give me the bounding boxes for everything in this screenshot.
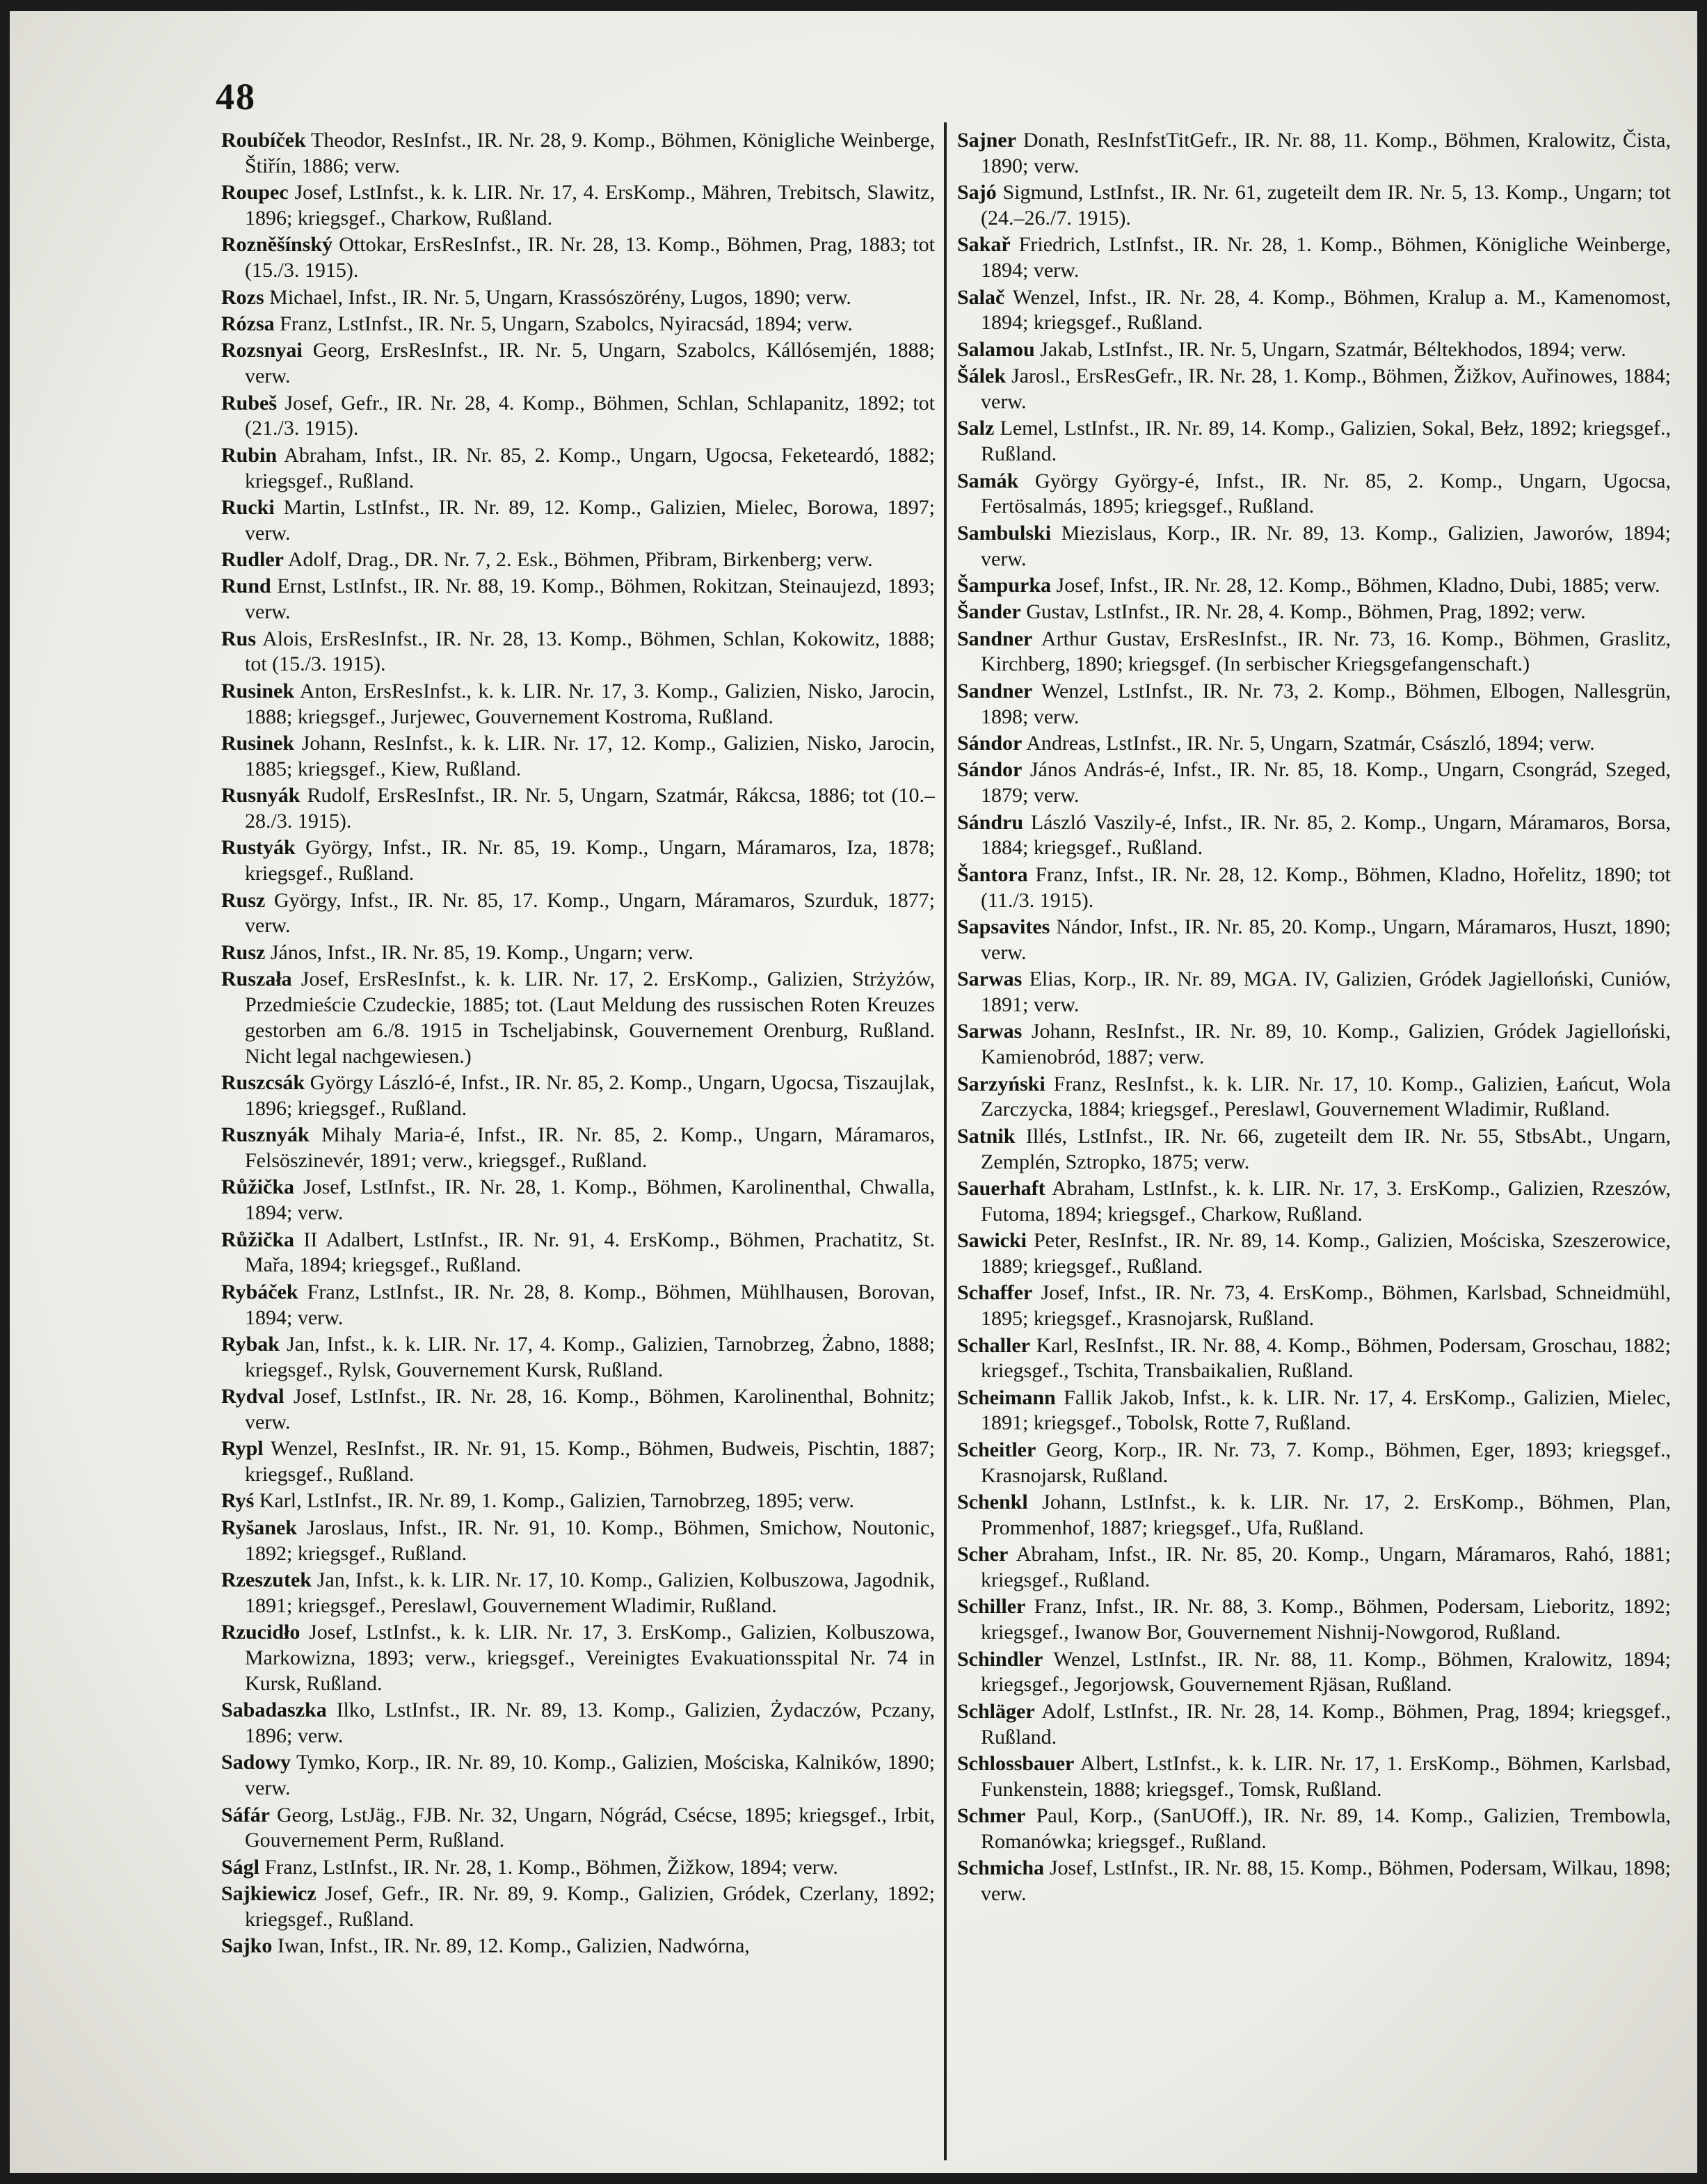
entry-details: Franz, LstInfst., IR. Nr. 28, 8. Komp., Böhmen, Mühlhausen, Borovan, 1894; verw. [245,1280,935,1329]
entry-surname: Schmicha [957,1856,1045,1880]
entry-surname: Scheimann [957,1386,1056,1409]
entry-details: Josef, LstInfst., IR. Nr. 28, 1. Komp., Böhmen, Karolinenthal, Chwalla, 1894; verw. [245,1175,935,1225]
entry-details: Abraham, Infst., IR. Nr. 85, 2. Komp., Ungarn, Ugocsa, Feketeardó, 1882; kriegsgef., Rußland. [245,443,935,492]
casualty-entry [221,679,935,730]
entry-surname: Sándru [957,810,1024,834]
casualty-entry [221,1698,935,1749]
casualty-entry [221,1881,935,1933]
casualty-entry [221,1332,935,1383]
entry-details: Josef, LstInfst., k. k. LIR. Nr. 17, 4. ErsKomp., Mähren, Trebitsch, Slawitz, 1896; kriegsgef., Charkow, Rußland. [245,181,935,230]
casualty-entry [957,1228,1671,1280]
entry-details: Fallik Jakob, Infst., k. k. LIR. Nr. 17, 4. ErsKomp., Galizien, Mielec, 1891; kriegsgef., Tobolsk, Rotte 7, Rußland. [981,1386,1671,1435]
entry-details: Theodor, ResInfst., IR. Nr. 28, 9. Komp., Böhmen, Königliche Weinberge, Štiřín, 1886; verw. [245,129,935,177]
casualty-entry [221,443,935,495]
entry-details: Ernst, LstInfst., IR. Nr. 88, 19. Komp., Böhmen, Rokitzan, Steinaujezd, 1893; verw. [245,575,935,624]
entry-details: György László-é, Infst., IR. Nr. 85, 2. Komp., Ungarn, Ugocsa, Tiszaujlak, 1896; kriegsgef., Rußland. [245,1070,935,1120]
entry-surname: Sándor [957,758,1023,782]
casualty-entry [957,337,1671,363]
casualty-entry [221,1803,935,1854]
casualty-entry [221,1070,935,1122]
entry-details: Arthur Gustav, ErsResInfst., IR. Nr. 73, 16. Komp., Böhmen, Graslitz, Kirchberg, 1890; kriegsgef. (In serbischer Kriegsgefangenschaft.) [981,627,1671,676]
entry-details: Michael, Infst., IR. Nr. 5, Ungarn, Krassószörény, Lugos, 1890; verw. [264,285,851,309]
entry-details: Gustav, LstInfst., IR. Nr. 28, 4. Komp., Böhmen, Prag, 1892; verw. [1020,600,1586,624]
entry-details: Iwan, Infst., IR. Nr. 89, 12. Komp., Galizien, Nadwórna, [272,1934,750,1958]
entry-surname: Rozněšínský [221,233,333,257]
casualty-entry [221,888,935,940]
entry-surname: Schmer [957,1804,1026,1828]
entry-surname: Rubin [221,443,278,467]
entry-details: Sigmund, LstInfst., IR. Nr. 61, zugeteilt dem IR. Nr. 5, 13. Komp., Ungarn; tot (24.–26./7. 1915). [981,181,1671,230]
entry-surname: Šálek [957,364,1007,388]
entry-details: László Vaszily-é, Infst., IR. Nr. 85, 2. Komp., Ungarn, Máramaros, Borsa, 1884; kriegsgef., Rußland. [981,810,1671,860]
casualty-entry [957,731,1671,757]
casualty-entry [957,1542,1671,1593]
entry-surname: Rustyák [221,836,296,860]
casualty-entry [221,312,935,337]
entry-details: Jarosl., ErsResGefr., IR. Nr. 28, 1. Komp., Böhmen, Žižkov, Auřinowes, 1884; verw. [981,364,1671,413]
casualty-entry [957,521,1671,572]
casualty-entry [221,1175,935,1226]
casualty-entry [957,1333,1671,1385]
entry-details: Karl, LstInfst., IR. Nr. 89, 1. Komp., Galizien, Tarnobrzeg, 1895; verw. [254,1489,855,1513]
entry-details: Abraham, LstInfst., k. k. LIR. Nr. 17, 3. ErsKomp., Galizien, Rzeszów, Futoma, 1894; kriegsgef., Charkow, Rußland. [981,1176,1671,1226]
entry-details: Abraham, Infst., IR. Nr. 85, 20. Komp., Ungarn, Máramaros, Rahó, 1881; kriegsgef., Rußland. [981,1543,1671,1592]
entry-surname: Schindler [957,1647,1043,1671]
casualty-entry [957,128,1671,179]
entry-surname: Schaller [957,1333,1030,1357]
entry-details: Anton, ErsResInfst., k. k. LIR. Nr. 17, 3. Komp., Galizien, Nisko, Jarocin, 1888; kriegsgef., Jurjewec, Gouvernement Kostroma, Rußland. [245,679,935,728]
entry-surname: Sajner [957,129,1016,152]
entry-surname: Roubíček [221,129,306,152]
entry-surname: Schaffer [957,1281,1033,1305]
entry-surname: Sajko [221,1934,273,1958]
entry-details: Jan, Infst., k. k. LIR. Nr. 17, 4. Komp., Galizien, Tarnobrzeg, Żabno, 1888; kriegsgef., Rylsk, Gouvernement Kursk, Rußland. [245,1332,935,1381]
entry-surname: Rund [221,575,271,598]
entry-surname: Satnik [957,1124,1016,1148]
entry-surname: Sandner [957,627,1033,650]
right-column [957,128,1671,2166]
entry-details: Rudolf, ErsResInfst., IR. Nr. 5, Ungarn, Szatmár, Rákcsa, 1886; tot (10.–28./3. 1915). [245,784,935,833]
entry-details: Josef, LstInfst., k. k. LIR. Nr. 17, 3. ErsKomp., Galizien, Kolbuszowa, Markowizna, 1893; verw., kriegsgef., Vereinigtes Evakuationsspital Nr. 74 in Kursk, Rußland. [245,1621,935,1695]
entry-surname: Sakař [957,233,1011,257]
entry-details: Martin, LstInfst., IR. Nr. 89, 12. Komp., Galizien, Mielec, Borowa, 1897; verw. [245,495,935,545]
entry-details: Jaroslaus, Infst., IR. Nr. 91, 10. Komp., Böhmen, Smichow, Noutonic, 1892; kriegsgef., Rußland. [245,1516,935,1565]
casualty-entry [221,1620,935,1696]
entry-surname: Rózsa [221,312,275,335]
casualty-entry [221,627,935,678]
entry-details: Adolf, Drag., DR. Nr. 7, 2. Esk., Böhmen, Přibram, Birkenberg; verw. [284,548,873,572]
entry-details: Johann, ResInfst., IR. Nr. 89, 10. Komp., Galizien, Gródek Jagielloński, Kamienobród, 1887; verw. [981,1020,1671,1069]
casualty-entry [221,1855,935,1881]
casualty-entry [221,731,935,782]
entry-details: Adolf, LstInfst., IR. Nr. 28, 14. Komp., Böhmen, Prag, 1894; kriegsgef., Rußland. [981,1699,1671,1749]
entry-surname: Rucki [221,495,275,519]
entry-surname: Rudler [221,548,284,572]
entry-details: Wenzel, LstInfst., IR. Nr. 88, 11. Komp., Böhmen, Kralowitz, 1894; kriegsgef., Jegorjowsk, Gouvernement Rjäsan, Rußland. [981,1647,1671,1696]
casualty-entry [957,862,1671,914]
entry-surname: Sajó [957,181,997,204]
casualty-entry [957,1490,1671,1541]
entry-surname: Sabadaszka [221,1699,327,1722]
entry-surname: Růžička [221,1228,294,1251]
entry-surname: Sandner [957,679,1033,702]
casualty-entry [957,1856,1671,1907]
entry-surname: Ruszcsák [221,1070,305,1094]
casualty-entry [221,1750,935,1801]
casualty-entry [957,1019,1671,1070]
entry-details: János András-é, Infst., IR. Nr. 85, 18. Komp., Ungarn, Csongrád, Szeged, 1879; verw. [981,758,1671,808]
entry-surname: Ryś [221,1489,255,1513]
entry-details: Tymko, Korp., IR. Nr. 89, 10. Komp., Galizien, Mościska, Kalników, 1890; verw. [245,1751,935,1800]
casualty-entry [221,285,935,311]
casualty-entry [957,1699,1671,1751]
casualty-entry [221,1568,935,1619]
entry-details: György, Infst., IR. Nr. 85, 19. Komp., Ungarn, Máramaros, Iza, 1878; kriegsgef., Rußland. [245,836,935,885]
entry-details: Albert, LstInfst., k. k. LIR. Nr. 17, 1. ErsKomp., Böhmen, Karlsbad, Funkenstein, 1888; kriegsgef., Tomsk, Rußland. [981,1752,1671,1801]
entry-surname: Schiller [957,1595,1026,1619]
entry-details: Georg, Korp., IR. Nr. 73, 7. Komp., Böhmen, Eger, 1893; kriegsgef., Krasnojarsk, Rußland. [981,1438,1671,1487]
entry-surname: Scher [957,1543,1009,1566]
casualty-entry [221,1934,935,1959]
entry-surname: Rypl [221,1437,264,1461]
entry-details: Alois, ErsResInfst., IR. Nr. 28, 13. Komp., Böhmen, Schlan, Kokowitz, 1888; tot (15./3. 1915). [245,627,935,676]
entry-details: Franz, ResInfst., k. k. LIR. Nr. 17, 10. Komp., Galizien, Łańcut, Wola Zarczycka, 1884; kriegsgef., Pereslawl, Gouvernement Wladimir, Rußland. [981,1072,1671,1121]
entry-surname: Sáfár [221,1803,270,1826]
entry-surname: Sapsavites [957,915,1050,938]
casualty-entry [957,469,1671,520]
entry-surname: Rybak [221,1332,280,1356]
entry-surname: Ságl [221,1855,260,1879]
entry-details: Jan, Infst., k. k. LIR. Nr. 17, 10. Komp., Galizien, Kolbuszowa, Jagodnik, 1891; kriegsgef., Pereslawl, Gouvernement Wladimir, Rußland. [245,1568,935,1617]
casualty-entry [957,967,1671,1018]
entry-surname: Rozs [221,285,264,309]
casualty-entry [957,1280,1671,1332]
entry-surname: Sarwas [957,967,1023,991]
entry-surname: Rzucidło [221,1621,300,1644]
entry-details: Andreas, LstInfst., IR. Nr. 5, Ungarn, Szatmár, Császló, 1894; verw. [1022,732,1595,755]
entry-details: Jakab, LstInfst., IR. Nr. 5, Ungarn, Szatmár, Béltekhodos, 1894; verw. [1034,337,1626,361]
entry-surname: Růžička [221,1175,294,1199]
casualty-entry [957,915,1671,966]
entry-details: Franz, LstInfst., IR. Nr. 28, 1. Komp., Böhmen, Žižkow, 1894; verw. [259,1855,838,1879]
entry-details: Josef, LstInfst., IR. Nr. 88, 15. Komp., Böhmen, Podersam, Wilkau, 1898; verw. [981,1856,1671,1906]
casualty-entry [221,574,935,625]
entry-surname: Šantora [957,862,1028,886]
casualty-entry [957,1804,1671,1855]
casualty-entry [957,1438,1671,1489]
entry-surname: Samák [957,469,1019,492]
entry-surname: Rybáček [221,1280,298,1303]
entry-surname: Sarwas [957,1020,1023,1043]
entry-details: Josef, ErsResInfst., k. k. LIR. Nr. 17, 2. ErsKomp., Galizien, Strżyżów, Przedmieście Czudeckie, 1885; tot. (Laut Meldung des russischen Roten Kreuzes gestorben am 6./8. 1915 in Tscheljabinsk, Gouvernement Orenburg, Rußland. Nicht legal nachgewiesen.) [245,967,935,1068]
casualty-entry [221,1384,935,1436]
entry-details: Franz, Infst., IR. Nr. 28, 12. Komp., Böhmen, Kladno, Hořelitz, 1890; tot (11./3. 1915). [981,862,1671,912]
entry-surname: Rusz [221,940,266,964]
entry-surname: Sarzyński [957,1072,1045,1095]
casualty-entry [221,835,935,887]
casualty-entry [957,1594,1671,1646]
entry-details: Johann, ResInfst., k. k. LIR. Nr. 17, 12. Komp., Galizien, Nisko, Jarocin, 1885; kriegsgef., Kiew, Rußland. [245,732,935,780]
entry-surname: Rusinek [221,679,295,702]
casualty-entry [957,810,1671,862]
casualty-entry [221,547,935,573]
entry-details: Lemel, LstInfst., IR. Nr. 89, 14. Komp., Galizien, Sokal, Bełz, 1892; kriegsgef., Rußland. [981,417,1671,466]
casualty-entry [957,573,1671,599]
entry-details: Karl, ResInfst., IR. Nr. 88, 4. Komp., Böhmen, Podersam, Groschau, 1882; kriegsgef., Tschita, Transbaikalien, Rußland. [981,1333,1671,1383]
entry-details: Elias, Korp., IR. Nr. 89, MGA. IV, Galizien, Gródek Jagielloński, Cuniów, 1891; verw. [981,967,1671,1016]
casualty-entry [221,1516,935,1567]
entry-surname: Rzeszutek [221,1568,312,1592]
entry-details: Donath, ResInfstTitGefr., IR. Nr. 88, 11. Komp., Böhmen, Kralowitz, Čista, 1890; verw. [981,129,1671,177]
casualty-entry [957,364,1671,415]
entry-details: Franz, Infst., IR. Nr. 88, 3. Komp., Böhmen, Podersam, Lieboritz, 1892; kriegsgef., Iwanow Bor, Gouvernement Nishnij-Nowgorod, Rußland. [981,1595,1671,1644]
entry-surname: Sajkiewicz [221,1882,316,1906]
casualty-entry [957,285,1671,337]
casualty-entry [221,967,935,1069]
entry-details: Miezislaus, Korp., IR. Nr. 89, 13. Komp., Galizien, Jaworów, 1894; verw. [981,521,1671,570]
scanned-page [10,11,1697,2173]
casualty-entry [221,783,935,835]
casualty-entry [221,1228,935,1279]
entry-surname: Sándor [957,732,1023,755]
entry-surname: Rusnyák [221,784,300,808]
casualty-entry [221,128,935,179]
entry-surname: Rusznyák [221,1123,310,1147]
entry-surname: Sauerhaft [957,1176,1045,1200]
entry-surname: Schlossbauer [957,1752,1075,1775]
entry-surname: Roupec [221,181,289,204]
casualty-entry [957,1386,1671,1437]
casualty-entry [957,232,1671,284]
casualty-entry [957,1072,1671,1123]
casualty-entry [221,1436,935,1488]
entry-surname: Rusinek [221,732,295,755]
entry-details: Johann, LstInfst., k. k. LIR. Nr. 17, 2. ErsKomp., Böhmen, Plan, Prommenhof, 1887; kriegsgef., Ufa, Rußland. [981,1491,1671,1539]
casualty-entry [221,1123,935,1174]
page-number: 48 [216,76,256,118]
entry-details: Wenzel, LstInfst., IR. Nr. 73, 2. Komp., Böhmen, Elbogen, Nallesgrün, 1898; verw. [981,679,1671,728]
casualty-entry [221,940,935,966]
casualty-entry [221,232,935,284]
entry-details: Josef, LstInfst., IR. Nr. 28, 16. Komp., Böhmen, Karolinenthal, Bohnitz; verw. [245,1385,935,1434]
entry-details: Georg, LstJäg., FJB. Nr. 32, Ungarn, Nógrád, Csécse, 1895; kriegsgef., Irbit, Gouvernement Perm, Rußland. [245,1803,935,1852]
casualty-entry [957,627,1671,678]
entry-details: György, Infst., IR. Nr. 85, 17. Komp., Ungarn, Máramaros, Szurduk, 1877; verw. [245,888,935,938]
entry-details: Peter, ResInfst., IR. Nr. 89, 14. Komp., Galizien, Mościska, Szeszerowice, 1889; kriegsgef., Rußland. [981,1229,1671,1278]
column-divider [944,122,947,2160]
casualty-entry [221,1488,935,1514]
entry-surname: Schenkl [957,1491,1028,1514]
entry-details: Wenzel, ResInfst., IR. Nr. 91, 15. Komp., Böhmen, Budweis, Pischtin, 1887; kriegsgef., Rußland. [245,1437,935,1486]
entry-surname: Rus [221,627,257,650]
casualty-entry [957,1647,1671,1699]
entry-surname: Rydval [221,1385,284,1408]
entry-details: Illés, LstInfst., IR. Nr. 66, zugeteilt dem IR. Nr. 55, StbsAbt., Ungarn, Zemplén, Sztropko, 1875; verw. [981,1124,1671,1173]
entry-details: Franz, LstInfst., IR. Nr. 5, Ungarn, Szabolcs, Nyiracsád, 1894; verw. [274,312,853,335]
entry-surname: Ruszała [221,967,292,991]
entry-surname: Rubeš [221,391,278,415]
casualty-entry [957,679,1671,730]
casualty-entry [221,391,935,442]
entry-details: Paul, Korp., (SanUOff.), IR. Nr. 89, 14. Komp., Galizien, Trembowla, Romanówka; kriegsgef., Rußland. [981,1804,1671,1853]
casualty-entry [957,1124,1671,1175]
entry-details: János, Infst., IR. Nr. 85, 19. Komp., Ungarn; verw. [265,940,694,964]
entry-surname: Salamou [957,337,1035,361]
entry-details: Ottokar, ErsResInfst., IR. Nr. 28, 13. Komp., Böhmen, Prag, 1883; tot (15./3. 1915). [245,233,935,282]
entry-surname: Sawicki [957,1229,1027,1253]
entry-details: Nándor, Infst., IR. Nr. 85, 20. Komp., Ungarn, Máramaros, Huszt, 1890; verw. [981,915,1671,964]
entry-details: Josef, Infst., IR. Nr. 73, 4. ErsKomp., Böhmen, Karlsbad, Schneidmühl, 1895; kriegsgef., Krasnojarsk, Rußland. [981,1281,1671,1331]
casualty-entry [957,180,1671,232]
entry-surname: Rusz [221,888,266,912]
entry-details: Georg, ErsResInfst., IR. Nr. 5, Ungarn, Szabolcs, Kállósemjén, 1888; verw. [245,339,935,388]
entry-surname: Sadowy [221,1751,291,1774]
left-column [221,128,935,2166]
entry-surname: Šampurka [957,573,1052,597]
casualty-entry [221,495,935,547]
casualty-entry [957,416,1671,467]
entry-details: Josef, Gefr., IR. Nr. 28, 4. Komp., Böhmen, Schlan, Schlapanitz, 1892; tot (21./3. 1915). [245,391,935,440]
entry-details: II Adalbert, LstInfst., IR. Nr. 91, 4. ErsKomp., Böhmen, Prachatitz, St. Mařa, 1894; kriegsgef., Rußland. [245,1228,935,1277]
entry-surname: Sambulski [957,521,1052,545]
entry-details: Wenzel, Infst., IR. Nr. 28, 4. Komp., Böhmen, Kralup a. M., Kamenomost, 1894; kriegsgef., Rußland. [981,285,1671,335]
entry-surname: Salač [957,285,1005,309]
entry-details: Ilko, LstInfst., IR. Nr. 89, 13. Komp., Galizien, Żydaczów, Pczany, 1896; verw. [245,1699,935,1748]
entry-surname: Šander [957,600,1021,624]
casualty-entry [221,180,935,232]
casualty-entry [221,338,935,390]
entry-details: Friedrich, LstInfst., IR. Nr. 28, 1. Komp., Böhmen, Königliche Weinberge, 1894; verw. [981,233,1671,282]
entry-details: Mihaly Maria-é, Infst., IR. Nr. 85, 2. Komp., Ungarn, Máramaros, Felsöszinevér, 1891; verw., kriegsgef., Rußland. [245,1123,935,1172]
entry-details: György György-é, Infst., IR. Nr. 85, 2. Komp., Ungarn, Ugocsa, Fertösalmás, 1895; kriegsgef., Rußland. [981,469,1671,518]
casualty-entry [957,600,1671,625]
entry-surname: Salz [957,417,995,440]
entry-details: Josef, Gefr., IR. Nr. 89, 9. Komp., Galizien, Gródek, Czerlany, 1892; kriegsgef., Rußland. [245,1882,935,1931]
entry-details: Josef, Infst., IR. Nr. 28, 12. Komp., Böhmen, Kladno, Dubi, 1885; verw. [1051,573,1660,597]
entry-surname: Rozsnyai [221,339,303,362]
casualty-entry [957,757,1671,809]
entry-surname: Ryšanek [221,1516,297,1539]
casualty-entry [957,1751,1671,1803]
casualty-entry [221,1280,935,1331]
casualty-entry [957,1176,1671,1228]
entry-surname: Scheitler [957,1438,1036,1461]
entry-surname: Schläger [957,1699,1035,1723]
